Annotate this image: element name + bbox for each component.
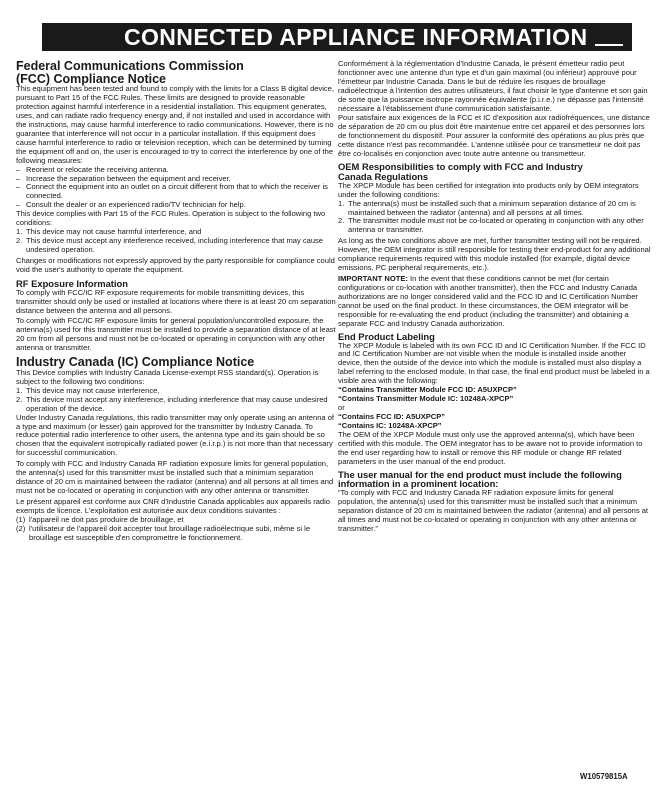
list-item: (2) l'utilisateur de l'appareil doit accepter tout brouillage radioélectrique subi, même si le brouillage est susceptible d'en compromettre le fonctionnement.	[16, 523, 311, 542]
french-paragraph-2: Pour satisfaire aux exigences de la FCC et IC d'exposition aux radiofréquences, une distance de séparation de 20 cm ou plus doit être maintenue entre cet appareil et des personnes lors de fonctionnement du dispositif. Pour assurer la conformité des opérations au plus près que cette distance n'est pas recommandée. L'antenne utilisée pour ce transmetteur ne doit pas être co-localisés en conjonction avec toute autre antenne ou transmetteur.	[338, 112, 650, 158]
list-item: – Consult the dealer or an experienced radio/TV technician for help.	[16, 200, 246, 210]
header-banner	[42, 23, 632, 51]
list-item: 2. The transmitter module must not be co-located or operating in conjunction with any other antenna or transmitter.	[338, 216, 644, 235]
fcc-heading: Federal Communications Commission (FCC) Compliance Notice	[16, 59, 244, 86]
user-manual-paragraph: “To comply with FCC and Industry Canada RF radiation exposure limits for general population, the antenna(s) used for this transmitter must be installed such that a minimum separation distance of 20 cm is maintained between the radiator (antenna) and all persons at all times and must not be co-located or operating in conjunction with any other antenna or transmitter.”	[338, 488, 649, 533]
important-note-text: In the event that these conditions cannot be met (for certain configurations or co-location with another transmitter), then the FCC and Industry Canada authorizations are no longer considered valid and the FCC ID and IC Certification Number cannot be used on the final product. In these circumstances, the OEM integrator will be responsible for re-evaluating the end product (including the transmitter) and obtaining a separate FCC and Industry Canada authorization.	[338, 274, 638, 328]
list-item: – Connect the equipment into an outlet on a circuit different from that to which the receiver is connected.	[16, 182, 328, 201]
fcc-conditions-list	[16, 228, 336, 255]
fcc-paragraph-2: This device complies with Part 15 of the FCC Rules. Operation is subject to the following two conditions:	[16, 209, 326, 228]
user-manual-heading: The user manual for the end product must include the following information in a prominent location:	[338, 468, 622, 490]
labeling-heading: End Product Labeling	[338, 330, 435, 342]
measures-list	[16, 166, 336, 211]
ic-french-conditions-list	[16, 516, 336, 543]
fcc-paragraph-3: Changes or modifications not expressly approved by the party responsible for compliance could void the user's authority to operate the equipment.	[16, 256, 335, 275]
label-line-1: “Contains Transmitter Module FCC ID: A5UXPCP”	[338, 385, 517, 395]
document-code: W10579815A	[580, 772, 628, 781]
rf-heading: RF Exposure Information	[16, 278, 128, 290]
oem-conditions-list	[338, 200, 652, 236]
labeling-paragraph-2: The OEM of the XPCP Module must only use the approved antenna(s), which have been certified with this module. The OEM integrator has to be aware not to provide information to the end user regarding how to install or remove this RF module or change RF related parameters in the user manual of the end product.	[338, 430, 643, 466]
list-item: – Increase the separation between the equipment and receiver.	[16, 173, 231, 183]
list-item: 1. The antenna(s) must be installed such that a minimum separation distance of 20 cm is maintained between the radiator (antenna) and all persons at all times.	[338, 198, 636, 217]
oem-heading: OEM Responsibilities to comply with FCC and Industry Canada Regulations	[338, 161, 583, 183]
list-item: – Reorient or relocate the receiving antenna.	[16, 164, 169, 174]
ic-paragraph-3: To comply with FCC and Industry Canada RF radiation exposure limits for general population, the antenna(s) used for this transmitter must be installed such that a minimum separation distance of 20 cm is maintained between the radiator (antenna) and all persons at all times and must not be co-located or operating in conjunction with any other antenna or transmitter.	[16, 459, 334, 496]
ic-paragraph-2: Under Industry Canada regulations, this radio transmitter may only operate using an antenna of a type and maximum (or lesser) gain approved for the transmitter by Industry Canada. To reduce potential radio interference to other users, the antenna type and its gain should be so chosen that the equivalent isotropically radiated power (e.i.r.p.) is not more than that necessary for successful communication.	[16, 412, 334, 458]
right-column	[338, 60, 652, 534]
french-paragraph-1: Conformément à la réglementation d'Industrie Canada, le présent émetteur radio peut fonctionner avec une antenne d'un type et d'un gain maximal (ou inférieur) approuvé pour l'émetteur par Industrie Canada. Dans le but de réduire les risques de brouillage radioélectrique à l'intention des autres utilisateurs, il faut choisir le type d'antenne et son gain de sorte que la puissance isotrope rayonnée équivalente (p.i.r.e.) ne dépasse pas l'intensité nécessaire à l'établissement d'une communication satisfaisante.	[338, 59, 648, 113]
oem-paragraph-1: The XPCP Module has been certified for integration into products only by OEM integrators under the following conditions:	[338, 180, 639, 199]
rf-paragraph-2: To comply with FCC/IC RF exposure limits for general population/uncontrolled exposure, the antenna(s) used for this transmitter must be installed to provide a separation distance of at least 20 cm from all persons and must not be co-located or operating in conjunction with any other antenna or transmitter.	[16, 316, 336, 353]
label-or: or	[338, 403, 345, 413]
label-line-2: “Contains Transmitter Module IC: 10248A-XPCP”	[338, 394, 514, 404]
labeling-paragraph-1: The XPCP Module is labeled with its own FCC ID and IC Certification Number. If the FCC ID and IC Certification Number are not visible when the module is installed inside another device, then the outside of the device into which the module is installed must also display a label referring to the enclosed module. In that case, the final end product must be labeled in a visible area with the following:	[338, 340, 650, 386]
ic-paragraph-4: Le présent appareil est conforme aux CNR d'Industrie Canada applicables aux appareils radio exempts de licence. L'exploitation est autorisée aux deux conditions suivantes :	[16, 497, 330, 516]
list-item: 1. This device may not cause interference,	[16, 385, 160, 395]
label-line-4: “Contains IC: 10248A-XPCP”	[338, 421, 442, 431]
ic-heading: Industry Canada (IC) Compliance Notice	[16, 355, 255, 370]
oem-paragraph-2: As long as the two conditions above are met, further transmitter testing will not be required. However, the OEM integrator is still responsible for testing their end-product for any additional compliance requirements required with this module installed (for example, digital device emissions, PC peripheral requirements, etc.).	[338, 236, 651, 273]
important-note-label: IMPORTANT NOTE:	[338, 274, 408, 284]
rf-paragraph-1: To comply with FCC/IC RF exposure requirements for mobile transmitting devices, this transmitter should only be used or installed at locations where there is at least 20 cm separation distance between the antenna and all persons.	[16, 287, 336, 315]
ic-conditions-list	[16, 387, 336, 414]
header-rule	[595, 44, 623, 46]
list-item: (1) l'appareil ne doit pas produire de brouillage, et	[16, 515, 184, 525]
list-item: 2. This device must accept any interference, including interference that may cause undesired operation of the device.	[16, 394, 328, 413]
page-title: CONNECTED APPLIANCE INFORMATION	[124, 23, 588, 50]
fcc-paragraph-1: This equipment has been tested and found to comply with the limits for a Class B digital device, pursuant to Part 15 of the FCC Rules. These limits are designed to provide reasonable protection against harmful interference in a residential installation. This equipment generates, uses, and can radiate radio frequency energy and, if not installed and used in accordance with the instructions, may cause harmful interference to radio communications. However, there is no guarantee that interference will not occur in a particular installation. If this equipment does cause harmful interference to radio or television reception, which can be determined by turning the equipment off and on, the user is encouraged to try to correct the interference by one of the following measures:	[16, 84, 334, 165]
ic-paragraph-1: This Device complies with Industry Canada License-exempt RSS standard(s). Operation is subject to the following two conditions:	[16, 367, 319, 386]
label-line-3: “Contains FCC ID: A5UXPCP”	[338, 412, 446, 422]
left-column	[16, 60, 336, 543]
list-item: 1. This device may not cause harmful interference, and	[16, 227, 202, 237]
important-note	[338, 275, 652, 329]
list-item: 2. This device must accept any interference received, including interference that may cause undesired operation.	[16, 236, 323, 255]
